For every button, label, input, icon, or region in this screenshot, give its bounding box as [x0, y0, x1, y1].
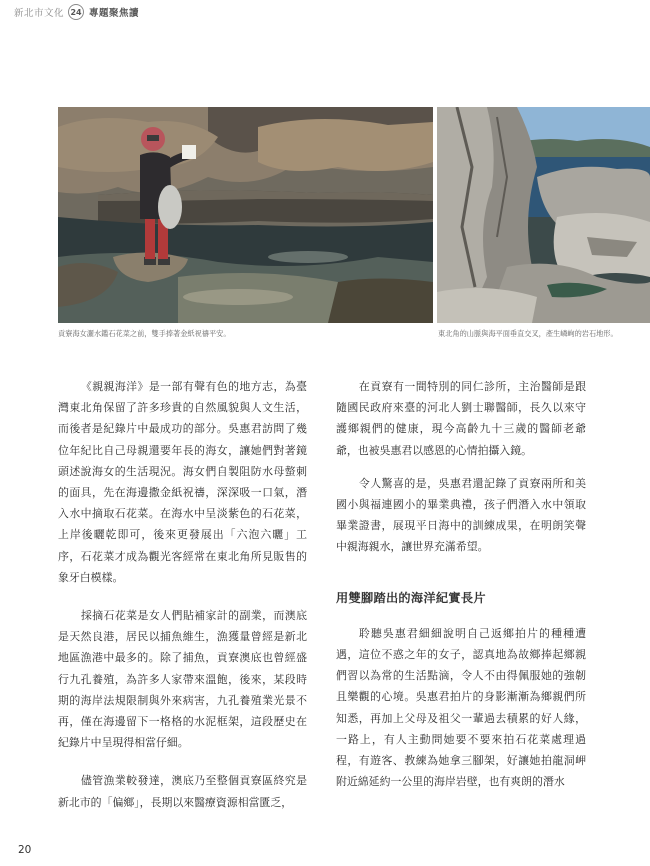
photo-caption: 東北角的山脈與海平面垂直交叉，產生嶙峋的岩石地形。 [438, 329, 618, 338]
body-paragraph: 儘管漁業較發達，澳底乃至整個貢寮區終究是新北市的「偏鄉」，長期以來醫療資源相當匱乏， [58, 774, 307, 809]
photo-caption: 貢寮海女灑水鑑石花菜之前，雙手捧著金紙祝禱平安。 [58, 329, 231, 338]
body-paragraph: 採摘石花菜是女人們貼補家計的副業，而澳底是天然良港，居民以捕魚維生，漁獲量曾經是新北地區漁港中最多的。除了捕魚，貢寮澳底也曾經盛行九孔養殖，為許多人家帶來溫飽，後來，某段時期的海岸法規限制與外來病害，九孔養殖業光景不再，僅在海邊留下一格格的水泥框架，這段歷史在紀錄片中呈現得相當仔細。 [58, 609, 307, 750]
photo-woman-at-shore [58, 107, 433, 323]
body-paragraph: 《親親海洋》是一部有聲有色的地方志，為臺灣東北角保留了許多珍貴的自然風貌與人文生活，而後者是紀錄片中最成功的部分。吳惠君訪問了幾位年紀比自己母親還要年長的海女，讓她們對著鏡頭述說海女的生活現況。海女們自製阻防水母螫刺的面具，先在海邊撒金紙祝禱，深深吸一口氣，潛入水中摘取石花菜。在海水中呈淡紫色的石花菜，上岸後曬乾即可，後來更發展出「六泡六曬」工序，石花菜才成為觀光客經常在東北角所見販售的象牙白模樣。 [58, 380, 307, 584]
body-paragraph: 聆聽吳惠君細細說明自己返鄉拍片的種種遭遇，這位不惑之年的女子，認真地為故鄉捧起鄉親們習以為常的生活點滴，令人不由得佩服她的強韌且樂觀的心境。吳惠君拍片的身影漸漸為鄉親們所知悉，再加上父母及祖父一輩過去積累的好人緣，一路上，有人主動問她要不要來拍石花菜處理過程，有遊客、教練為她拿三腳架，好讓她拍龍洞岬附近綿延約一公里的海岸岩壁，也有爽朗的潛水 [336, 626, 586, 789]
photo-rocky-coast [437, 107, 650, 323]
section-title: 專題聚焦讀 [89, 8, 140, 19]
page-number: 20 [18, 844, 32, 856]
issue-number-badge: 24 [68, 4, 84, 20]
right-text-column [336, 376, 586, 792]
body-paragraph: 令人驚喜的是，吳惠君還記錄了貢寮兩所和美國小與福連國小的畢業典禮，孩子們潛入水中領取畢業證書，展現平日海中的訓練成果，在明朗笑聲中親海親水，讓世界充滿希望。 [336, 476, 586, 554]
section-heading: 用雙腳踏出的海洋紀實長片 [336, 590, 486, 605]
running-header [14, 4, 139, 20]
left-text-column [58, 376, 307, 813]
body-paragraph: 在貢寮有一間特別的同仁診所，主治醫師是跟隨國民政府來臺的河北人劉士聯醫師，長久以來守護鄉親們的健康，現今高齡九十三歲的醫師老爺爺，也被吳惠君以感恩的心情拍攝入鏡。 [336, 380, 586, 457]
publication-name: 新北市文化 [14, 8, 65, 19]
